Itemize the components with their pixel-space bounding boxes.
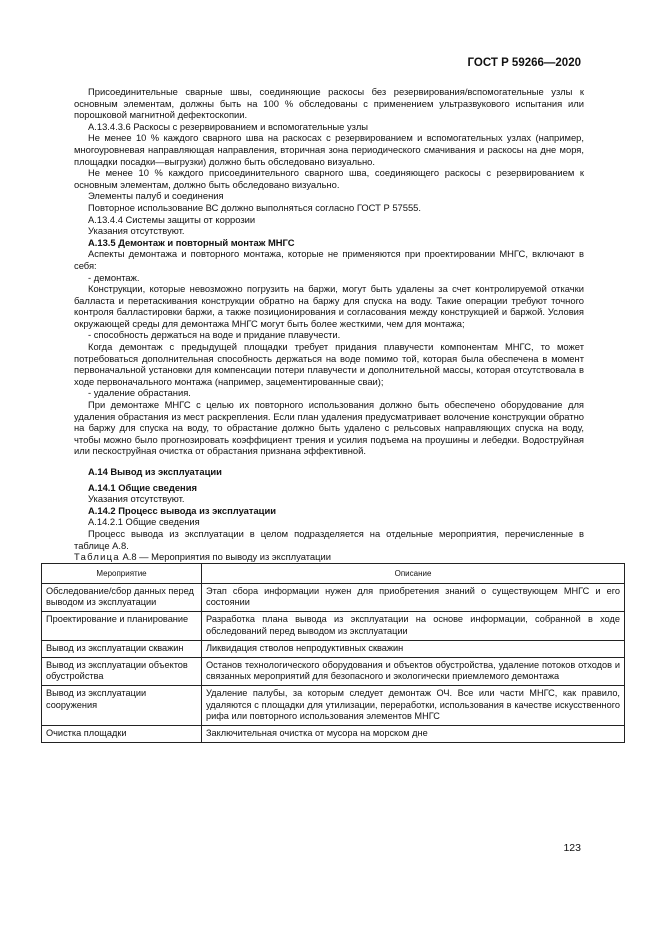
subsection-heading: А.13.4.3.6 Раскосы с резервированием и вспомогательные узлы xyxy=(88,120,369,132)
paragraph: Аспекты демонтажа и повторного монтажа, которые не применяются при проектировании МНГС, включают в себя: xyxy=(74,248,584,271)
paragraph: Конструкции, которые невозможно погрузить на баржи, могут быть удалены за счет контролируемой откачки балласта и перетаскивания конструкции обратно на баржу для спуска на воду. Такие операции требуют точного контроля балластировки баржи, а также позиционирования и согласования между конструкцией и баржой. Условия окружающей среды для демонтажа МНГС могут быть более жесткими, чем для монтажа; xyxy=(74,283,584,329)
list-item: - способность держаться на воде и придание плавучести. xyxy=(88,329,341,341)
activities-table xyxy=(41,563,625,743)
paragraph: При демонтаже МНГС с целью их повторного использования должно быть обеспечено оборудование для удаления обрастания из мест раскрепления. Если план удаления предусматривает волочение конструкции обратно на баржу для спуска на воду, то обрастание должно быть удалено с рельсовых направляющих спуска на воду, чтобы можно было прогнозировать коэффициент трения и усилия подъема на проушины и лебедки. Водоструйная или пескоструйная очистка от обрастания признана эффективной. xyxy=(74,399,584,457)
activity-cell: Проектирование и планирование xyxy=(42,612,202,640)
description-cell: Заключительная очистка от мусора на морском дне xyxy=(202,725,625,742)
paragraph: Не менее 10 % каждого присоединительного сварного шва, соединяющего раскосы с резервированием к основным элементам, должно быть обследовано визуально. xyxy=(74,167,584,190)
paragraph: Повторное использование ВС должно выполняться согласно ГОСТ Р 57555. xyxy=(88,201,422,213)
paragraph: Присоединительные сварные швы, соединяющие раскосы без резервирования/вспомогательные узлы к основным элементам, должны быть на 100 % обследованы с применением ультразвукового испытания или порошковой магнитной дефектоскопии. xyxy=(74,86,584,121)
activity-cell: Вывод из эксплуатации объектов обустройства xyxy=(42,657,202,685)
description-cell: Останов технологического оборудования и объектов обустройства, удаление потоков отходов и связанных мероприятий для безопасного и экологически приемлемого демонтажа xyxy=(202,657,625,685)
document-code: ГОСТ Р 59266—2020 xyxy=(467,57,581,69)
list-item: - удаление обрастания. xyxy=(88,387,191,399)
paragraph: Не менее 10 % каждого сварного шва на раскосах с резервированием и вспомогательных узлах (например, многоуровневая направляющая направления, вторичная зона периодического смачивания и раскосы на дне моря, площадки посадки—выгрузки) должно быть обследовано визуально. xyxy=(74,132,584,167)
activity-cell: Вывод из эксплуатации сооружения xyxy=(42,686,202,726)
table-caption xyxy=(74,551,584,563)
description-cell: Этап сбора информации нужен для приобретения знаний о существующем МНГС и его состоянии xyxy=(202,583,625,611)
section-heading: А.13.5 Демонтаж и повторный монтаж МНГС xyxy=(88,236,295,248)
column-header-activity: Мероприятие xyxy=(42,563,202,583)
activity-cell: Вывод из эксплуатации скважин xyxy=(42,640,202,657)
description-cell: Ликвидация стволов непродуктивных скважин xyxy=(202,640,625,657)
section-heading: А.14.2 Процесс вывода из эксплуатации xyxy=(88,504,276,516)
subsection-heading: Элементы палуб и соединения xyxy=(88,190,224,202)
paragraph: Указания отсутствуют. xyxy=(88,225,185,237)
column-header-description: Описание xyxy=(202,563,625,583)
section-heading: А.14.1 Общие сведения xyxy=(88,481,197,493)
table-row xyxy=(42,583,625,611)
list-item: - демонтаж. xyxy=(88,271,140,283)
table-caption-text: А.8 — Мероприятия по выводу из эксплуатации xyxy=(122,551,331,563)
table-header-row xyxy=(42,563,625,583)
activity-cell: Очистка площадки xyxy=(42,725,202,742)
activity-cell: Обследование/сбор данных перед выводом из эксплуатации xyxy=(42,583,202,611)
table-row xyxy=(42,686,625,726)
page-number: 123 xyxy=(563,842,581,854)
paragraph: Процесс вывода из эксплуатации в целом подразделяется на отдельные мероприятия, перечисленные в таблице А.8. xyxy=(74,527,584,551)
description-cell: Удаление палубы, за которым следует демонтаж ОЧ. Все или части МНГС, как правило, удаляются с площадки для утилизации, переработки, использования в качестве искусственного рифа или повторного использования элементов МНГС xyxy=(202,686,625,726)
table-row xyxy=(42,657,625,685)
description-cell: Разработка плана вывода из эксплуатации на основе информации, собранной в ходе обследований перед выводом из эксплуатации xyxy=(202,612,625,640)
table-row xyxy=(42,640,625,657)
subsection-heading: А.14.2.1 Общие сведения xyxy=(88,516,200,528)
paragraph: Указания отсутствуют. xyxy=(88,493,185,505)
table-row xyxy=(42,725,625,742)
paragraph: Когда демонтаж с предыдущей площадки требует придания плавучести компонентам МНГС, то может потребоваться дополнительная способность держаться на воде помимо той, которая была обеспечена в момент первоначальной установки для компенсации потери плавучести и дополнительной массы, которая отсутствовала в ходе первоначального монтажа (например, зацементированные сваи); xyxy=(74,341,584,387)
table-row xyxy=(42,612,625,640)
page-body xyxy=(46,86,620,743)
subsection-heading: А.13.4.4 Системы защиты от коррозии xyxy=(88,213,256,225)
section-heading: А.14 Вывод из эксплуатации xyxy=(88,466,222,477)
table-caption-label: Таблица xyxy=(74,551,120,563)
